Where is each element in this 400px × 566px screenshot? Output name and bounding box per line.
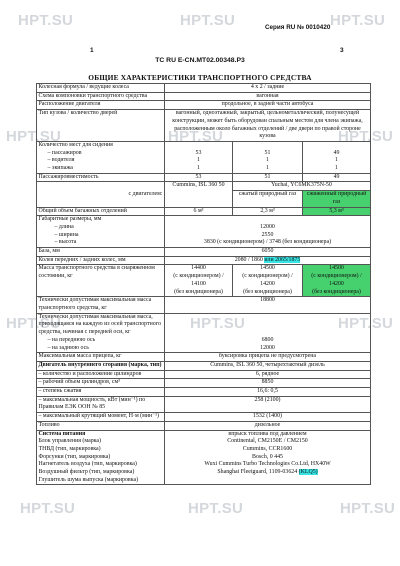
row-value: 2,3 м³ [233, 207, 303, 216]
dims-values: 12000 2550 3830 (с кондиционером) / 3748 (без кондиционера) [165, 216, 371, 248]
row-value: вагонная [165, 92, 371, 101]
table-row [37, 265, 371, 297]
fuel-cng: сжатый природный газ [233, 191, 303, 207]
seats-col-2: 51 1 1 [233, 141, 303, 173]
page-title: ОБЩИЕ ХАРАКТЕРИСТИКИ ТРАНСПОРТНОГО СРЕДСТВА [88, 73, 312, 82]
seats-col-3: 49 1 1 [303, 141, 371, 173]
mass-col-3: 14500 (с кондиционером) / 14200 (без кондиционера) [303, 265, 371, 297]
highlight: или 2065/1875 [264, 256, 301, 263]
row-value: Cummins, ISL 360 50, четырехтактный дизель [165, 361, 371, 370]
engine-yuchai: Yuchai, YC6MK375N-50 [233, 182, 371, 191]
row-label: Максимальная масса прицепа, кг [37, 353, 165, 362]
watermark: HPT.SU [6, 315, 62, 332]
row-label: Расположение двигателя [37, 101, 165, 110]
watermark: HPT.SU [190, 315, 246, 332]
table-row [37, 370, 371, 379]
table-row [37, 413, 371, 422]
row-label: – количество и расположение цилиндров [37, 370, 165, 379]
watermark: HPT.SU [20, 500, 76, 517]
table-row [37, 84, 371, 93]
row-value: 18800 [165, 297, 371, 313]
row-label: Система питания Блок управления (марка) ТНВД (тип, маркировка) Форсунки (тип, маркировка) Нагнетатель воздуха (тип, маркировка) Воздушный фильтр (тип, маркировка) Глушитель шума выпуска (маркировка) [37, 430, 165, 485]
row-value: 1532 (1400) [165, 413, 371, 422]
row-value: 258 (2100) [165, 396, 371, 412]
table-row [37, 313, 371, 353]
row-value: дизельное [165, 421, 371, 430]
row-label: База, мм [37, 248, 165, 257]
table-row [37, 388, 371, 397]
row-label: – максимальная мощность, кВт (мин⁻¹) по Правилам ЕЭК ООН № 85 [37, 396, 165, 412]
fuel-lng: сжиженный природный газ [303, 191, 371, 207]
row-label: – рабочий объем цилиндров, см³ [37, 379, 165, 388]
watermark: HPT.SU [6, 128, 62, 145]
table-row [37, 92, 371, 101]
watermark: HPT.SU [340, 500, 396, 517]
table-row [37, 297, 371, 313]
table-row [37, 379, 371, 388]
document-code: ТС RU E-CN.MT02.00348.P3 [155, 57, 245, 64]
row-label: Технически допустимая максимальная масса, приходящаяся на каждую из осей транспортного средства, начиная с передней оси, кг – на переднюю ось – на заднюю ось [37, 313, 165, 353]
row-label: Габаритные размеры, мм – длина – ширина – высота [37, 216, 165, 248]
table-row [37, 101, 371, 110]
row-value: 53 [165, 173, 233, 182]
seats-col-1: 53 1 1 [165, 141, 233, 173]
table-row [37, 216, 371, 248]
page-number-right: 3 [340, 47, 344, 54]
row-label: Схема компоновки транспортного средства [37, 92, 165, 101]
sub-label: – экипажа [47, 165, 73, 172]
spec-table [36, 83, 371, 485]
watermark: HPT.SU [180, 12, 236, 29]
row-value: буксировка прицепа не предусмотрена [165, 353, 371, 362]
row-value: 6, рядное [165, 370, 371, 379]
highlight: (KLQ5) [298, 469, 318, 476]
sub-label: – пассажиров [47, 149, 82, 156]
table-row [37, 421, 371, 430]
row-label: Технически допустимая максимальная масса транспортного средства, кг [37, 297, 165, 313]
row-label: – максимальный крутящий момент, Н·м (мин⁻¹) [37, 413, 165, 422]
row-label: Колесная формула / ведущие колеса [37, 84, 165, 93]
watermark: HPT.SU [168, 128, 224, 145]
row-label: – степень сжатия [37, 388, 165, 397]
watermark: HPT.SU [338, 315, 394, 332]
table-row [37, 256, 371, 265]
row-value: 51 [233, 173, 303, 182]
row-value: 2080 / 1860 или 2065/1875 [165, 256, 371, 265]
row-label: Тип кузова / количество дверей [37, 110, 165, 142]
row-label: Количество мест для сидения – пассажиров – водителя – экипажа [37, 141, 165, 173]
row-label: Масса транспортного средства в снаряженном состоянии, кг [37, 265, 165, 297]
certificate-serial: Серия RU № 0010420 [265, 24, 331, 31]
row-label: Общий объем багажных отделений [37, 207, 165, 216]
row-value: 49 [303, 173, 371, 182]
table-row [37, 173, 371, 182]
table-row [37, 141, 371, 173]
row-label: Топливо [37, 421, 165, 430]
sub-label: – водителя [47, 157, 75, 164]
mass-col-1: 14400 (с кондиционером) / 14100 (без кондиционера) [165, 265, 233, 297]
row-value: 5,3 м³ [303, 207, 371, 216]
power-values: впрыск топлива под давлением Continental, CM2150E / CM2150 Cummins, CCR1600 Bosch, 0 445 Wuxi Cummins Turbo Technologies Co.Ltd, HX40W Shanghai Fleetguard, 1109-03624 (KLQ5) [165, 430, 371, 485]
row-value: продольное, в задней части автобуса [165, 101, 371, 110]
engine-header-label: с двигателем: [37, 182, 165, 207]
table-row [37, 248, 371, 257]
watermark: HPT.SU [338, 128, 394, 145]
row-label: Двигатель внутреннего сгорания (марка, тип) [37, 361, 165, 370]
row-value: 8850 [165, 379, 371, 388]
watermark: HPT.SU [188, 500, 244, 517]
row-value: 4 х 2 / задние [165, 84, 371, 93]
watermark: HPT.SU [330, 12, 386, 29]
engine-cummins: Cummins, ISL 360 50 [165, 182, 233, 207]
table-row [37, 361, 371, 370]
row-label: Колея передних / задних колес, мм [37, 256, 165, 265]
row-value: вагонный, одноэтажный, закрытый, цельнометаллический, полунесущей конструкции, может быть оборудован спальным местом для члена экипажа, расположенным около багажных отделений / две двери по правой стороне кузова [165, 110, 371, 142]
watermark: HPT.SU [18, 12, 74, 29]
row-value: 6050 [165, 248, 371, 257]
row-label: Пассажировместимость [37, 173, 165, 182]
table-row [37, 353, 371, 362]
table-row [37, 207, 371, 216]
row-value: 6 м³ [165, 207, 233, 216]
table-row [37, 430, 371, 485]
table-row [37, 182, 371, 191]
mass-col-2: 14500 (с кондиционером) / 14200 (без кондиционера) [233, 265, 303, 297]
row-value: 16,6: 0,5 [165, 388, 371, 397]
axle-values: 6800 12000 [165, 313, 371, 353]
table-row [37, 396, 371, 412]
table-row [37, 110, 371, 142]
page-number-left: 1 [90, 47, 94, 54]
